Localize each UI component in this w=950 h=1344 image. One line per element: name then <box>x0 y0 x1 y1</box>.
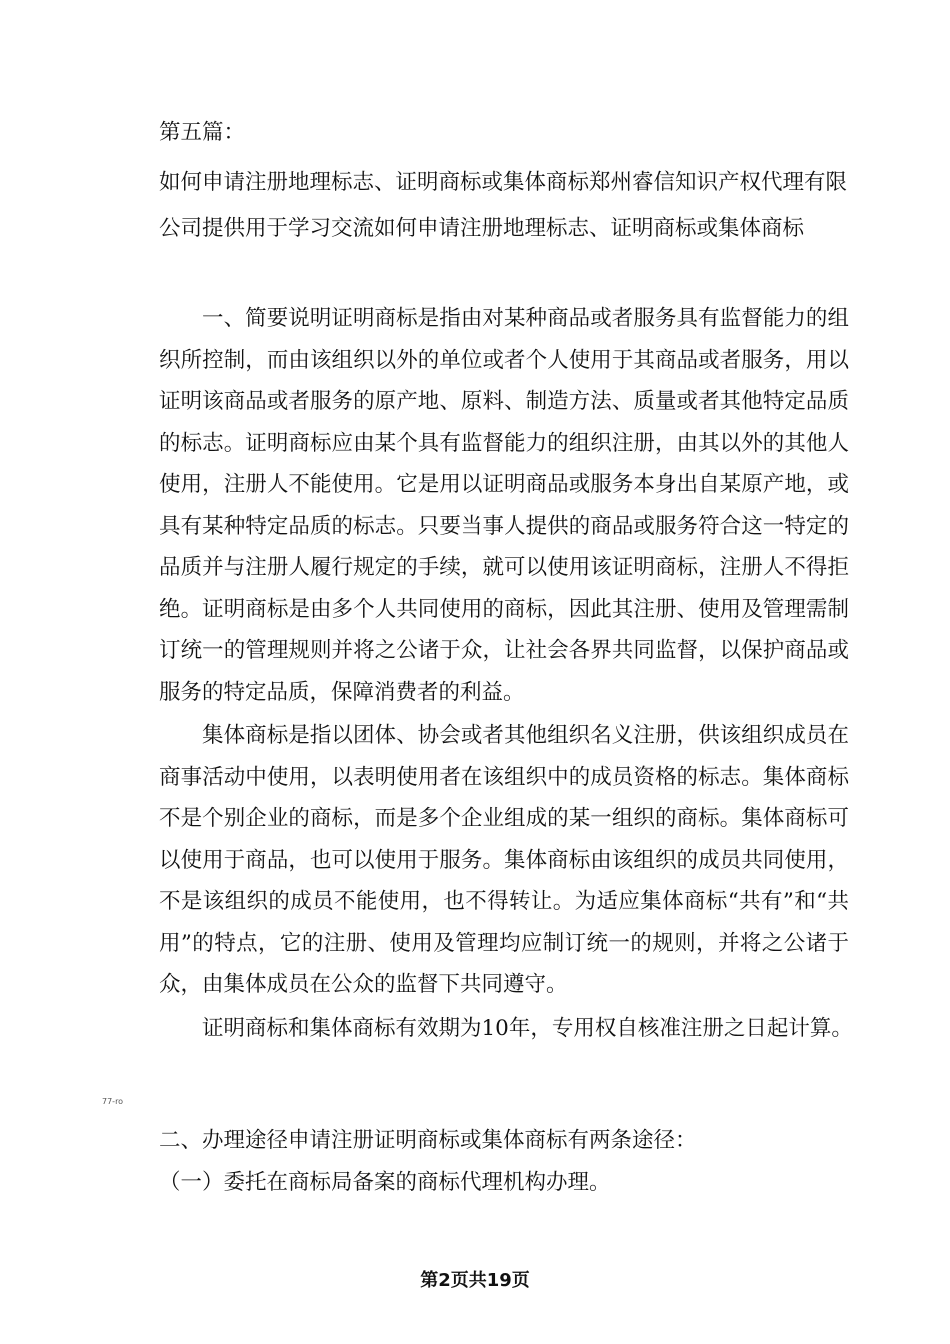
item-one: （一）委托在商标局备案的商标代理机构办理。 <box>159 1170 611 1195</box>
paragraph-certification-mark: 一、简要说明证明商标是指由对某种商品或者服务具有监督能力的组织所控制，而由该组织以外的单位或者个人使用于其商品或者服务，用以证明该商品或者服务的原产地、原料、制造方法、质量或者其他特定品质的标志。证明商标应由某个具有监督能力的组织注册，由其以外的其他人使用，注册人不能使用。它是用以证明商品或服务本身出自某原产地，或具有某种特定品质的标志。只要当事人提供的商品或服务符合这一特定的品质并与注册人履行规定的手续，就可以使用该证明商标，注册人不得拒绝。证明商标是由多个人共同使用的商标，因此其注册、使用及管理需制订统一的管理规则并将之公诸于众，让社会各界共同监督，以保护商品或服务的特定品质，保障消费者的利益。 <box>159 306 849 705</box>
document-title: 如何申请注册地理标志、证明商标或集体商标郑州睿信知识产权代理有限公司提供用于学习交流如何申请注册地理标志、证明商标或集体商标 <box>159 170 848 241</box>
margin-note: 77-ro <box>102 1097 124 1106</box>
paragraph-validity: 证明商标和集体商标有效期为10年，专用权自核准注册之日起计算。 <box>202 1015 853 1041</box>
chapter-label: 第五篇： <box>159 120 246 145</box>
page-number-footer: 第2页共19页 <box>420 1270 530 1291</box>
paragraph-collective-mark: 集体商标是指以团体、协会或者其他组织名义注册，供该组织成员在商事活动中使用，以表明使用者在该组织中的成员资格的标志。集体商标不是个别企业的商标，而是多个企业组成的某一组织的商标。集体商标可以使用于商品，也可以使用于服务。集体商标由该组织的成员共同使用，不是该组织的成员不能使用，也不得转让。为适应集体商标“共有”和“共用”的特点，它的注册、使用及管理均应制订统一的规则，并将之公诸于众，由集体成员在公众的监督下共同遵守。 <box>159 723 849 997</box>
section-two-heading: 二、办理途径申请注册证明商标或集体商标有两条途径： <box>159 1128 697 1153</box>
body-text <box>159 298 853 1049</box>
